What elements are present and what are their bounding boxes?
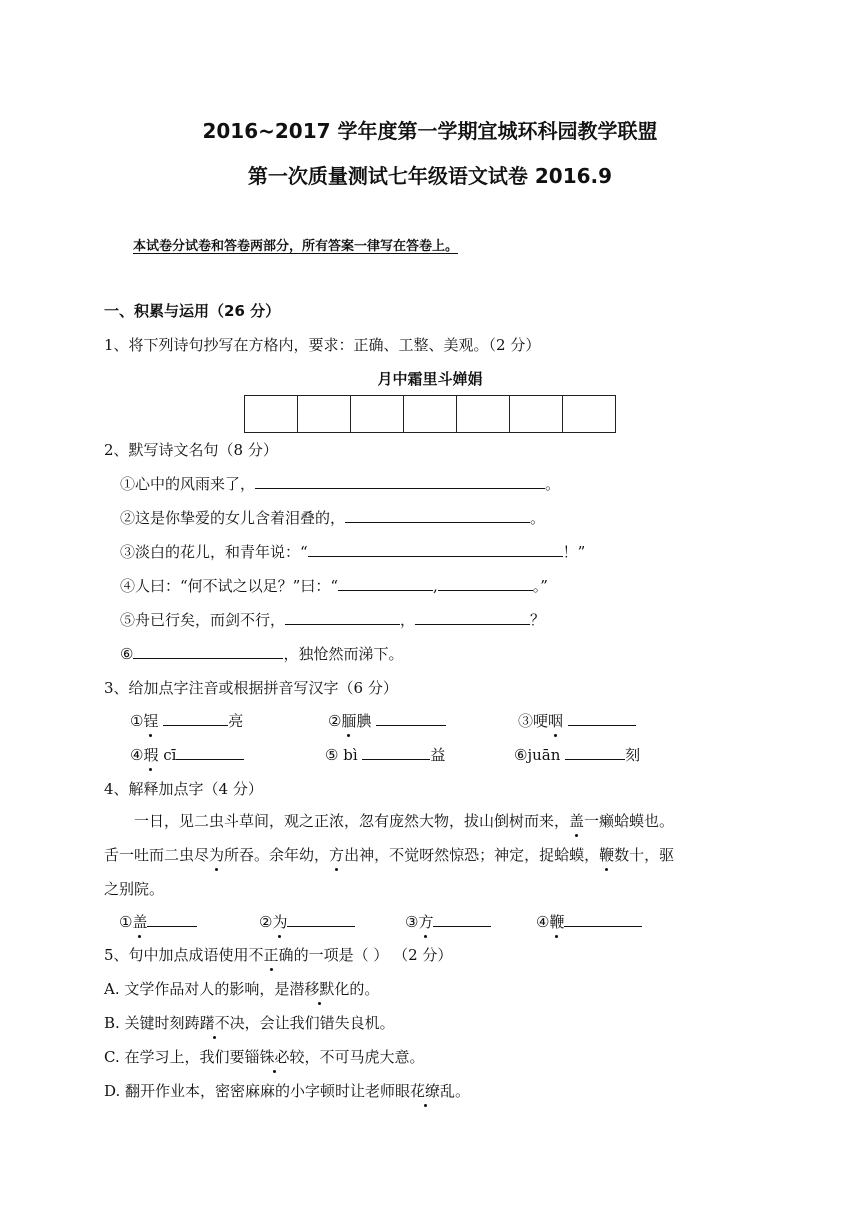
- dotted-char: 锱铢必较: [244, 1048, 305, 1066]
- dotted-char: 踌躇不决: [184, 1014, 245, 1032]
- passage-text: 一日，见二虫斗草间，观之正浓，忽有庞然大物，拔山倒树而来，: [134, 812, 570, 830]
- passage-text: 一癞蛤蟆也。: [584, 812, 675, 830]
- writing-grid[interactable]: [244, 395, 616, 433]
- item-number: ④: [536, 913, 550, 931]
- answer-blank[interactable]: [564, 911, 642, 927]
- dotted-char: 咽: [548, 712, 564, 730]
- question-text: 5、句中加点成语使用: [104, 946, 249, 964]
- pinyin-item-5: [325, 744, 445, 766]
- item-text: 腆: [356, 712, 372, 730]
- explain-item-2: [259, 911, 355, 933]
- pinyin-text: cī: [158, 746, 177, 764]
- question-1: 1、将下列诗句抄写在方格内，要求：正确、工整、美观。（2 分）: [104, 336, 541, 354]
- instruction-note: 本试卷分试卷和答卷两部分，所有答案一律写在答卷上。: [133, 239, 459, 254]
- answer-blank[interactable]: [565, 744, 625, 760]
- item-text: ③哽: [518, 712, 549, 730]
- explain-item-4: [536, 911, 642, 933]
- answer-blank[interactable]: [433, 911, 491, 927]
- answer-blank[interactable]: [345, 507, 530, 523]
- answer-blank[interactable]: [285, 609, 400, 625]
- recite-text: ？: [530, 611, 546, 629]
- recite-text: 。: [545, 475, 561, 493]
- answer-blank[interactable]: [338, 575, 433, 591]
- answer-blank[interactable]: [287, 911, 355, 927]
- section-heading: 一、积累与运用（26 分）: [104, 302, 281, 320]
- answer-blank[interactable]: [163, 710, 228, 726]
- option-text: ，会让我们错失良机。: [244, 1014, 395, 1032]
- exam-title-line1: 2016~2017 学年度第一学期宜城环科园教学联盟: [202, 119, 658, 143]
- pinyin-item-6: [514, 744, 640, 766]
- passage-line-1: [134, 810, 674, 832]
- grid-cell[interactable]: [298, 396, 351, 432]
- item-number: ③: [405, 913, 419, 931]
- item-text: 刻: [625, 746, 641, 764]
- recite-text: ⑥: [120, 645, 134, 663]
- passage-text: 出神，不觉呀然惊恐；神定，捉蛤蟆，: [344, 846, 600, 864]
- answer-blank[interactable]: [133, 643, 283, 659]
- answer-blank[interactable]: [415, 609, 530, 625]
- dotted-char: 盖: [569, 812, 585, 830]
- item-number: ①: [130, 712, 144, 730]
- question-5: [104, 944, 452, 966]
- question-4: 4、解释加点字（4 分）: [104, 780, 263, 798]
- answer-blank[interactable]: [362, 744, 430, 760]
- recite-item-5: [120, 609, 545, 631]
- recite-text: ①心中的风雨来了，: [120, 475, 256, 493]
- item-text: 亮: [228, 712, 244, 730]
- grid-cell[interactable]: [510, 396, 563, 432]
- answer-blank[interactable]: [438, 575, 533, 591]
- dotted-char: 锃: [143, 712, 159, 730]
- passage-text: 所吞。余年幼，: [224, 846, 330, 864]
- recite-text: ⑤舟已行矣，而剑不行，: [120, 611, 286, 629]
- question-text: 的一项是（ ） （2 分）: [293, 946, 453, 964]
- option-text: B. 关键时刻: [104, 1014, 185, 1032]
- dotted-char: 鞭: [599, 846, 615, 864]
- dotted-char: 为: [272, 913, 288, 931]
- option-text: ，不可马虎大意。: [304, 1048, 425, 1066]
- recite-text: 。”: [532, 577, 548, 595]
- recite-text: ,: [433, 577, 438, 595]
- recite-text: ！”: [562, 543, 586, 561]
- item-number: ①: [119, 913, 133, 931]
- grid-cell[interactable]: [563, 396, 615, 432]
- answer-blank[interactable]: [568, 710, 636, 726]
- poem-line: 月中霜里斗婵娟: [377, 370, 483, 388]
- grid-cell[interactable]: [245, 396, 298, 432]
- recite-text: ②这是你挚爱的女儿含着泪叠的，: [120, 509, 346, 527]
- grid-cell[interactable]: [404, 396, 457, 432]
- grid-cell[interactable]: [457, 396, 510, 432]
- option-d[interactable]: [104, 1080, 470, 1102]
- passage-text: 舌一吐而二虫尽: [104, 846, 210, 864]
- explain-item-1: [119, 911, 197, 933]
- recite-item-6: [120, 643, 403, 665]
- passage-text: 数十，驱: [614, 846, 675, 864]
- item-number: ④: [130, 746, 144, 764]
- pinyin-item-4: [130, 744, 244, 766]
- recite-item-2: [120, 507, 545, 529]
- option-b[interactable]: [104, 1012, 395, 1034]
- recite-text: ，: [400, 611, 416, 629]
- pinyin-text: ⑤ bì: [325, 746, 363, 764]
- item-number: ②: [259, 913, 273, 931]
- item-number: ②: [328, 712, 342, 730]
- recite-text: 。: [530, 509, 546, 527]
- item-text: 益: [430, 746, 446, 764]
- question-2: 2、默写诗文名句（8 分）: [104, 441, 278, 459]
- pinyin-text: ⑥juān: [514, 746, 566, 764]
- dotted-char: 鞭: [549, 913, 565, 931]
- pinyin-item-3: [518, 710, 636, 732]
- answer-blank[interactable]: [147, 911, 197, 927]
- recite-item-4: [120, 575, 548, 597]
- option-text: 的。: [349, 980, 380, 998]
- answer-blank[interactable]: [176, 744, 244, 760]
- recite-item-3: [120, 541, 585, 563]
- answer-blank[interactable]: [255, 473, 545, 489]
- option-text: C. 在学习上，我们要: [104, 1048, 245, 1066]
- dotted-char: 瑕: [143, 746, 159, 764]
- pinyin-item-2: [328, 710, 446, 732]
- option-text: D. 翻开作业本，密密麻麻的小字顿时让老师: [104, 1082, 396, 1100]
- recite-text: ④人曰：“何不试之以足？”曰：“: [120, 577, 339, 595]
- dotted-char: 眼花缭乱: [395, 1082, 456, 1100]
- option-text: A. 文学作品对人的影响，是: [104, 980, 290, 998]
- recite-text: ，独怆然而涕下。: [283, 645, 404, 663]
- recite-item-1: [120, 473, 560, 495]
- explain-item-3: [405, 911, 491, 933]
- passage-line-3: 之别院。: [104, 880, 165, 898]
- dotted-char: 方: [418, 913, 434, 931]
- answer-blank[interactable]: [308, 541, 563, 557]
- option-c[interactable]: [104, 1046, 425, 1068]
- option-text: 。: [455, 1082, 471, 1100]
- passage-line-2: [104, 844, 674, 866]
- dotted-char: 不正确: [248, 946, 294, 964]
- exam-title-line2: 第一次质量测试七年级语文试卷 2016.9: [247, 164, 613, 188]
- recite-text: ③淡白的花儿，和青年说：“: [120, 543, 308, 561]
- question-3: 3、给加点字注音或根据拼音写汉字（6 分）: [104, 679, 398, 697]
- dotted-char: 潜移默化: [289, 980, 350, 998]
- option-a[interactable]: [104, 978, 379, 1000]
- grid-cell[interactable]: [351, 396, 404, 432]
- dotted-char: 腼: [341, 712, 357, 730]
- pinyin-item-1: [130, 710, 243, 732]
- dotted-char: 盖: [132, 913, 148, 931]
- dotted-char: 方: [329, 846, 345, 864]
- dotted-char: 为: [209, 846, 225, 864]
- answer-blank[interactable]: [376, 710, 446, 726]
